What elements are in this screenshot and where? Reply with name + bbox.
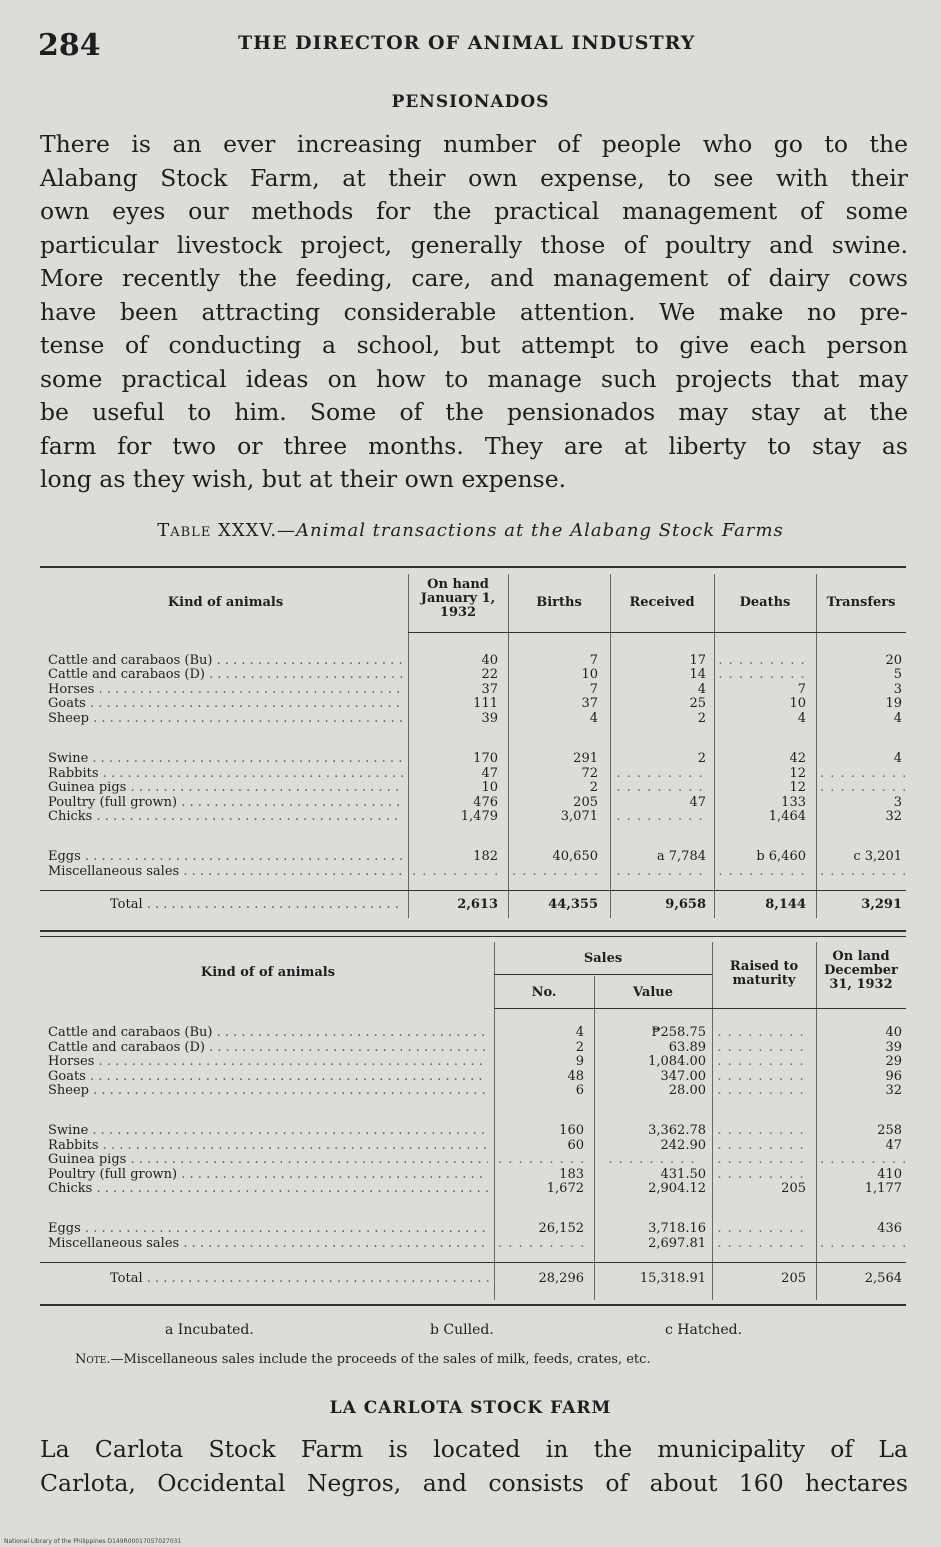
- table-2-cell: . . . . . . . . .: [717, 1152, 805, 1167]
- total-rule-2: [40, 1262, 906, 1263]
- table-1-cell: 170: [473, 751, 498, 766]
- table-2-row-label: Miscellaneous sales . . .: [48, 1237, 488, 1252]
- col-divider: [408, 574, 409, 918]
- pensionados-line: have been attracting considerable attention. We make no pre-: [40, 297, 908, 326]
- table-2-cell: 242.90: [660, 1138, 706, 1153]
- table-1-total-cell: 3,291: [861, 897, 902, 912]
- table-1-cell: 2: [697, 711, 706, 726]
- table-1-cell: 4: [589, 711, 598, 726]
- table-2-cell: . . . . . . . . .: [820, 1152, 908, 1167]
- header-line: maturity: [732, 973, 796, 988]
- table-1-row-label: Cattle and carabaos (Bu) . . .: [48, 654, 403, 669]
- table-1-cell: . . . . . . . . .: [412, 864, 500, 879]
- paragraph-la-carlota: [40, 1432, 908, 1500]
- table-1-cell: 22: [481, 667, 498, 682]
- col-divider: [816, 574, 817, 918]
- header-received: Received: [629, 595, 695, 610]
- table-2-cell: . . . . . . . . .: [717, 1123, 805, 1138]
- table-1-total-cell: 44,355: [548, 897, 598, 912]
- table-2-cell: 1,084.00: [648, 1054, 706, 1069]
- table-1-cell: . . . . . . . . .: [718, 653, 806, 668]
- header-on-land: [816, 950, 906, 992]
- pensionados-line: some practical ideas on how to manage such projects that may: [40, 364, 908, 393]
- table-1-row-label: Sheep . . .: [48, 712, 403, 727]
- table-2-row-label: Cattle and carabaos (D) . . .: [48, 1041, 488, 1056]
- header-line: 31, 1932: [829, 977, 893, 992]
- table-2-cell: 96: [885, 1069, 902, 1084]
- table-1-cell: 1,464: [768, 809, 806, 824]
- table-2-cell: . . . . . . . . .: [717, 1025, 805, 1040]
- table-1-row-label: Horses . . .: [48, 683, 403, 698]
- sales-subrule: [494, 974, 712, 975]
- table-2-row-label: Goats . . .: [48, 1070, 488, 1085]
- table-2-cell: 183: [559, 1167, 584, 1182]
- table-2-cell: 436: [877, 1221, 902, 1236]
- table-1-cell: 40,650: [552, 849, 598, 864]
- header-line: On hand: [427, 577, 489, 592]
- la-carlota-line: Carlota, Occidental Negros, and consists of about 160 hectares: [40, 1469, 908, 1497]
- scan-imprint: National Library of the Philippines D149R00017057027031: [4, 1538, 182, 1545]
- table-1-cell: b 6,460: [756, 849, 806, 864]
- page-number: 284: [38, 28, 101, 63]
- table-2-cell: 28.00: [668, 1083, 706, 1098]
- table-2-cell: . . . . . . . . .: [498, 1236, 586, 1251]
- col-divider: [816, 942, 817, 1300]
- table-1-cell: . . . . . . . . .: [820, 766, 908, 781]
- table-2-cell: ₱258.75: [651, 1025, 706, 1040]
- pensionados-line: be useful to him. Some of the pensionados may stay at the: [40, 398, 908, 426]
- table-1-cell: 7: [797, 682, 806, 697]
- header-sales-no: No.: [531, 985, 557, 1000]
- table-1-cell: 25: [689, 696, 706, 711]
- table-1-row-label: Miscellaneous sales . . .: [48, 865, 403, 880]
- table-1-cell: . . . . . . . . .: [820, 780, 908, 795]
- table-1-cell: 205: [573, 795, 598, 810]
- table-2-cell: 29: [885, 1054, 902, 1069]
- header-sales-value: Value: [633, 985, 673, 1000]
- pensionados-line: More recently the feeding, care, and management of dairy cows: [40, 264, 908, 292]
- table-1-cell: 10: [581, 667, 598, 682]
- table-2-cell: 63.89: [668, 1040, 706, 1055]
- header-line: 1932: [439, 605, 477, 620]
- table-2-cell: . . . . . . . . .: [820, 1236, 908, 1251]
- table-1-cell: . . . . . . . . .: [616, 809, 704, 824]
- table-1-cell: 3: [893, 795, 902, 810]
- table-2-cell: . . . . . . . . .: [717, 1167, 805, 1182]
- table-2-cell: . . . . . . . . .: [717, 1221, 805, 1236]
- table-1-cell: 12: [789, 766, 806, 781]
- table-1-cell: . . . . . . . . .: [512, 864, 600, 879]
- footnote-a: a Incubated.: [165, 1322, 254, 1338]
- table-2-total-cell: 28,296: [538, 1271, 584, 1286]
- table-1-cell: 42: [789, 751, 806, 766]
- table-1-cell: 4: [893, 751, 902, 766]
- header-deaths: Deaths: [739, 595, 791, 610]
- table-1-row-label: Eggs . . .: [48, 850, 403, 865]
- table-2-row-label: Cattle and carabaos (Bu) . . .: [48, 1026, 488, 1041]
- table-2-cell: 47: [885, 1138, 902, 1153]
- table-1-cell: . . . . . . . . .: [616, 864, 704, 879]
- table-bottom-rule: [40, 1304, 906, 1306]
- header-line: January 1,: [420, 591, 496, 606]
- header-raised-to-maturity: [712, 960, 816, 988]
- header-rule: [408, 632, 906, 633]
- footnote-c: c Hatched.: [665, 1322, 743, 1338]
- header-sales: Sales: [583, 951, 623, 966]
- table-1-cell: 14: [689, 667, 706, 682]
- table-1-cell: c 3,201: [853, 849, 902, 864]
- pensionados-line: long as they wish, but at their own expense.: [40, 465, 567, 493]
- table-2-cell: 2,697.81: [648, 1236, 706, 1251]
- table-1-cell: 10: [481, 780, 498, 795]
- table-2-cell: . . . . . . . . .: [717, 1054, 805, 1069]
- table-2-row-label: Horses . . .: [48, 1055, 488, 1070]
- header-rule-2: [494, 1008, 906, 1009]
- col-divider: [610, 574, 611, 918]
- table-2-cell: . . . . . . . . .: [717, 1138, 805, 1153]
- table-2-cell: . . . . . . . . .: [717, 1236, 805, 1251]
- table-note: [75, 1352, 905, 1367]
- table-2-cell: 205: [781, 1181, 806, 1196]
- table-2-cell: 6: [575, 1083, 584, 1098]
- running-title: THE DIRECTOR OF ANIMAL INDUSTRY: [238, 32, 696, 54]
- table-1-cell: 1,479: [460, 809, 498, 824]
- footnote-b: b Culled.: [430, 1322, 494, 1338]
- header-kind-of-animals-2: Kind of of animals: [200, 965, 336, 980]
- table-1-cell: 20: [885, 653, 902, 668]
- note-text: —Miscellaneous sales include the proceeds of the sales of milk, feeds, crates, etc.: [110, 1352, 651, 1367]
- table-1-cell: 37: [581, 696, 598, 711]
- table-2-cell: 48: [567, 1069, 584, 1084]
- total-rule: [40, 890, 906, 891]
- table-1-cell: 2: [697, 751, 706, 766]
- table-1-row-label: Guinea pigs . . .: [48, 781, 403, 796]
- table-2-total-cell: 15,318.91: [639, 1271, 706, 1286]
- table-2-row-label: Eggs . . .: [48, 1222, 488, 1237]
- table-1-row-label: Cattle and carabaos (D) . . .: [48, 668, 403, 683]
- table-mid-rule-2: [40, 936, 906, 937]
- table-2-cell: . . . . . . . . .: [608, 1152, 696, 1167]
- table-2-row-label: Poultry (full grown) . . .: [48, 1168, 488, 1183]
- table-2-total-cell: 2,564: [864, 1271, 902, 1286]
- table-2-cell: 4: [575, 1025, 584, 1040]
- table-2-cell: . . . . . . . . .: [717, 1040, 805, 1055]
- pensionados-line: own eyes our methods for the practical management of some: [40, 197, 908, 225]
- table-1-cell: 7: [589, 682, 598, 697]
- table-2-cell: 410: [877, 1167, 902, 1182]
- table-1-cell: 7: [589, 653, 598, 668]
- table-1-cell: . . . . . . . . .: [718, 864, 806, 879]
- table-1-cell: 40: [481, 653, 498, 668]
- table-1-row-label: Poultry (full grown) . . .: [48, 796, 403, 811]
- header-kind-of-animals: Kind of animals: [167, 595, 284, 610]
- total-label-2: Total . . .: [110, 1272, 490, 1287]
- col-divider: [712, 942, 713, 1300]
- table-2-cell: 39: [885, 1040, 902, 1055]
- table-1-cell: 3: [893, 682, 902, 697]
- header-line: Raised to: [729, 959, 799, 974]
- table-top-rule: [40, 566, 906, 568]
- table-mid-rule: [40, 930, 906, 932]
- table-2-cell: 40: [885, 1025, 902, 1040]
- header-transfers: Transfers: [826, 595, 896, 610]
- table-1-cell: 182: [473, 849, 498, 864]
- table-2-row-label: Chicks . . .: [48, 1182, 488, 1197]
- paragraph-pensionados: [40, 128, 908, 497]
- table-2-cell: 160: [559, 1123, 584, 1138]
- la-carlota-line: La Carlota Stock Farm is located in the municipality of La: [40, 1435, 908, 1463]
- table-2-cell: 2: [575, 1040, 584, 1055]
- header-births: Births: [536, 595, 582, 610]
- pensionados-line: farm for two or three months. They are at liberty to stay as: [40, 431, 908, 460]
- section-heading-pensionados: PENSIONADOS: [391, 92, 550, 112]
- table-2-cell: 1,177: [864, 1181, 902, 1196]
- table-1-cell: 4: [797, 711, 806, 726]
- table-2-row-label: Sheep . . .: [48, 1084, 488, 1099]
- table-2-cell: . . . . . . . . .: [717, 1069, 805, 1084]
- table-2-cell: 32: [885, 1083, 902, 1098]
- table-2-cell: 347.00: [660, 1069, 706, 1084]
- table-2-cell: . . . . . . . . .: [498, 1152, 586, 1167]
- table-1-cell: 47: [689, 795, 706, 810]
- table-1-row-label: Rabbits . . .: [48, 767, 403, 782]
- table-2-cell: 258: [877, 1123, 902, 1138]
- table-1-cell: 3,071: [560, 809, 598, 824]
- table-2-cell: 1,672: [546, 1181, 584, 1196]
- table-2-cell: 26,152: [538, 1221, 584, 1236]
- table-1-total-cell: 8,144: [765, 897, 806, 912]
- table-1-cell: 4: [697, 682, 706, 697]
- table-1-cell: 291: [573, 751, 598, 766]
- table-1-cell: 12: [789, 780, 806, 795]
- table-2-cell: 431.50: [660, 1167, 706, 1182]
- table-2-cell: . . . . . . . . .: [717, 1083, 805, 1098]
- table-caption: [0, 520, 941, 541]
- table-1-cell: . . . . . . . . .: [820, 864, 908, 879]
- pensionados-line: tense of conducting a school, but attempt to give each person: [40, 331, 908, 359]
- table-1-cell: 19: [885, 696, 902, 711]
- table-1-cell: . . . . . . . . .: [718, 667, 806, 682]
- table-1-cell: 476: [473, 795, 498, 810]
- table-1-cell: . . . . . . . . .: [616, 780, 704, 795]
- table-1-cell: 72: [581, 766, 598, 781]
- table-2-row-label: Swine . . .: [48, 1124, 488, 1139]
- note-label: Note.: [75, 1352, 111, 1367]
- pensionados-line: particular livestock project, generally those of poultry and swine.: [40, 230, 908, 259]
- table-1-cell: 17: [689, 653, 706, 668]
- header-on-hand: [408, 578, 508, 620]
- page-header: [38, 28, 903, 68]
- table-2-cell: 3,362.78: [648, 1123, 706, 1138]
- col-divider: [714, 574, 715, 918]
- table-1-cell: 10: [789, 696, 806, 711]
- table-1-cell: 32: [885, 809, 902, 824]
- col-divider: [594, 976, 595, 1300]
- table-1-cell: 39: [481, 711, 498, 726]
- pensionados-line: There is an ever increasing number of people who go to the: [40, 130, 908, 158]
- table-1-row-label: Goats . . .: [48, 697, 403, 712]
- total-label: Total . . .: [110, 898, 400, 913]
- table-2-row-label: Rabbits . . .: [48, 1139, 488, 1154]
- table-2-cell: 3,718.16: [648, 1221, 706, 1236]
- table-2-row-label: Guinea pigs . . .: [48, 1153, 488, 1168]
- table-2-total-cell: 205: [781, 1271, 806, 1286]
- header-line: December: [824, 963, 898, 978]
- table-2-cell: 9: [575, 1054, 584, 1069]
- table-1-total-cell: 2,613: [457, 897, 498, 912]
- table-number: Table XXXV.: [157, 520, 278, 541]
- section-heading-la-carlota: LA CARLOTA STOCK FARM: [329, 1398, 612, 1418]
- table-1-row-label: Swine . . .: [48, 752, 403, 767]
- table-1-cell: 111: [473, 696, 498, 711]
- pensionados-line: Alabang Stock Farm, at their own expense, to see with their: [40, 163, 908, 192]
- table-title: —Animal transactions at the Alabang Stock Farms: [277, 520, 784, 541]
- table-1-cell: . . . . . . . . .: [616, 766, 704, 781]
- table-1-cell: 4: [893, 711, 902, 726]
- table-1-cell: 47: [481, 766, 498, 781]
- table-1-cell: 133: [781, 795, 806, 810]
- table-1-cell: 2: [589, 780, 598, 795]
- table-1-row-label: Chicks . . .: [48, 810, 403, 825]
- header-line: On land: [832, 949, 890, 964]
- table-2-cell: 60: [567, 1138, 584, 1153]
- table-1-cell: 5: [893, 667, 902, 682]
- table-1-total-cell: 9,658: [665, 897, 706, 912]
- col-divider: [508, 574, 509, 918]
- table-2-cell: 2,904.12: [648, 1181, 706, 1196]
- table-1-cell: a 7,784: [656, 849, 706, 864]
- table-1-cell: 37: [481, 682, 498, 697]
